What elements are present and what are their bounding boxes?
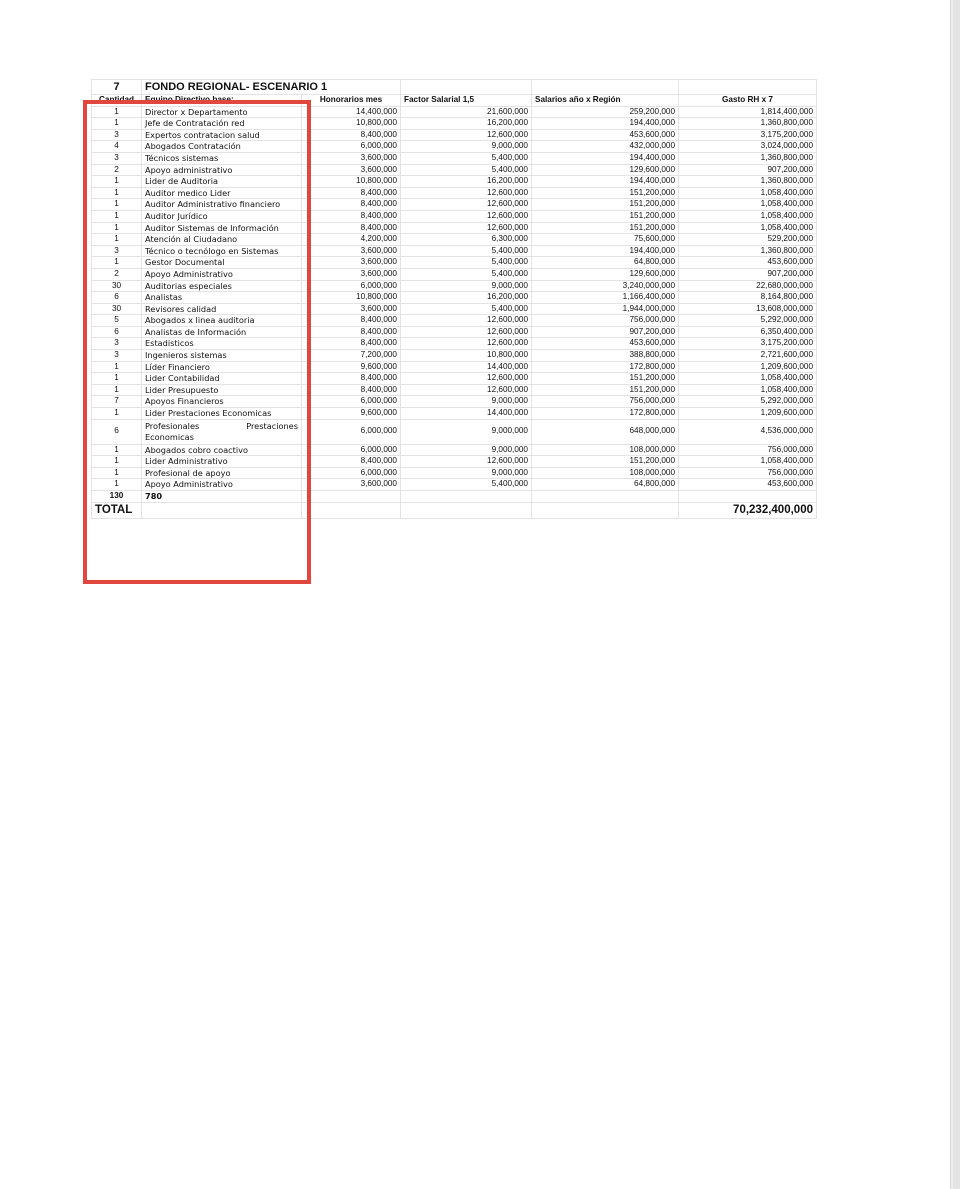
cell-salaries: 756,000,000 (532, 396, 679, 408)
cell-factor: 12,600,000 (401, 199, 532, 211)
cell-factor: 10,800,000 (401, 350, 532, 362)
cell-expense: 907,200,000 (679, 164, 817, 176)
table-row (92, 373, 817, 385)
cell-expense: 1,814,400,000 (679, 106, 817, 118)
header-expense: Gasto RH x 7 (679, 95, 817, 107)
cell-salaries: 151,200,000 (532, 210, 679, 222)
table-title-row (92, 80, 817, 95)
cell-salaries: 64,800,000 (532, 479, 679, 491)
total-label: TOTAL (92, 502, 142, 518)
cell-fees: 3,600,000 (302, 479, 401, 491)
sum-qty: 130 (92, 491, 142, 503)
cell-qty: 1 (92, 456, 142, 468)
cell-factor: 12,600,000 (401, 222, 532, 234)
cell-salaries: 1,166,400,000 (532, 292, 679, 304)
table-row (92, 164, 817, 176)
cell-salaries: 151,200,000 (532, 384, 679, 396)
cell-qty: 5 (92, 315, 142, 327)
cell-factor: 5,400,000 (401, 268, 532, 280)
cell-expense: 22,680,000,000 (679, 280, 817, 292)
cell-qty: 7 (92, 396, 142, 408)
table-row (92, 350, 817, 362)
cell-fees: 10,800,000 (302, 176, 401, 188)
cell-factor: 16,200,000 (401, 118, 532, 130)
cell-qty: 1 (92, 408, 142, 420)
cell-expense: 453,600,000 (679, 257, 817, 269)
table-row (92, 222, 817, 234)
cell-salaries: 259,200,000 (532, 106, 679, 118)
cell-name-part: Prestaciones (246, 420, 298, 431)
cell-qty: 1 (92, 384, 142, 396)
cell-expense: 1,360,800,000 (679, 245, 817, 257)
cell-factor: 14,400,000 (401, 361, 532, 373)
cell-salaries: 194,400,000 (532, 176, 679, 188)
cell-salaries: 388,800,000 (532, 350, 679, 362)
table-header-row (92, 95, 817, 107)
cell-expense: 5,292,000,000 (679, 396, 817, 408)
cell-name: Analistas (142, 292, 302, 304)
cell-salaries: 172,800,000 (532, 408, 679, 420)
cell-factor: 14,400,000 (401, 408, 532, 420)
cell-qty: 1 (92, 118, 142, 130)
cell-expense: 3,024,000,000 (679, 141, 817, 153)
cell-fees: 8,400,000 (302, 326, 401, 338)
cell-expense: 1,209,600,000 (679, 361, 817, 373)
cell-fees: 7,200,000 (302, 350, 401, 362)
cell-qty: 1 (92, 467, 142, 479)
cell-salaries: 151,200,000 (532, 373, 679, 385)
cell-name: Auditor Sistemas de Información (142, 222, 302, 234)
cell-name: Revisores calidad (142, 303, 302, 315)
cell-name: Abogados x linea auditoria (142, 315, 302, 327)
cell-factor: 12,600,000 (401, 187, 532, 199)
cell-expense: 1,058,400,000 (679, 199, 817, 211)
cell-qty: 1 (92, 210, 142, 222)
cell-salaries: 151,200,000 (532, 187, 679, 199)
cell-qty: 1 (92, 222, 142, 234)
cell-expense: 13,608,000,000 (679, 303, 817, 315)
cell-fees: 8,400,000 (302, 373, 401, 385)
table-row (92, 257, 817, 269)
cell-expense: 5,292,000,000 (679, 315, 817, 327)
table-row (92, 456, 817, 468)
cell-name: Profesional de apoyo (142, 467, 302, 479)
cell-qty: 1 (92, 373, 142, 385)
table-row (92, 210, 817, 222)
cell-fees: 8,400,000 (302, 384, 401, 396)
cell-factor: 16,200,000 (401, 176, 532, 188)
cell-factor: 5,400,000 (401, 303, 532, 315)
table-row (92, 467, 817, 479)
cell-expense: 6,350,400,000 (679, 326, 817, 338)
cell-expense: 1,058,400,000 (679, 456, 817, 468)
cell-factor: 12,600,000 (401, 315, 532, 327)
cell-qty: 4 (92, 141, 142, 153)
cell-expense: 2,721,600,000 (679, 350, 817, 362)
cell-fees: 8,400,000 (302, 210, 401, 222)
cell-expense: 756,000,000 (679, 444, 817, 456)
cell-factor: 6,300,000 (401, 234, 532, 246)
cell-expense: 453,600,000 (679, 479, 817, 491)
total-value: 70,232,400,000 (679, 502, 817, 518)
cell-name: Líder Financiero (142, 361, 302, 373)
cell-name: Director x Departamento (142, 106, 302, 118)
cell-fees: 8,400,000 (302, 338, 401, 350)
cell-expense: 1,209,600,000 (679, 408, 817, 420)
cell-name: Auditor Jurídico (142, 210, 302, 222)
cell-factor: 9,000,000 (401, 444, 532, 456)
cell-qty: 3 (92, 338, 142, 350)
table-row (92, 199, 817, 211)
cell-factor: 21,600,000 (401, 106, 532, 118)
table-row (92, 234, 817, 246)
cell-name: Apoyo administrativo (142, 164, 302, 176)
cell-fees: 6,000,000 (302, 467, 401, 479)
table-row (92, 419, 817, 444)
cell-factor: 5,400,000 (401, 164, 532, 176)
cell-name: Apoyo Administrativo (142, 479, 302, 491)
cell-fees: 6,000,000 (302, 141, 401, 153)
cell-fees: 6,000,000 (302, 396, 401, 408)
page-edge (953, 0, 960, 1189)
cell-fees: 8,400,000 (302, 199, 401, 211)
cell-qty: 1 (92, 199, 142, 211)
table-row (92, 152, 817, 164)
cell-name: Lider Presupuesto (142, 384, 302, 396)
cell-factor: 12,600,000 (401, 129, 532, 141)
header-name: Equipo Directivo base: (142, 95, 302, 107)
cell-qty: 3 (92, 245, 142, 257)
cell-factor: 5,400,000 (401, 245, 532, 257)
table-title: FONDO REGIONAL- ESCENARIO 1 (142, 80, 401, 95)
cell-name: Estadisticos (142, 338, 302, 350)
cell-factor: 9,000,000 (401, 419, 532, 444)
cell-fees: 3,600,000 (302, 257, 401, 269)
cell-salaries: 129,600,000 (532, 268, 679, 280)
cell-name (142, 419, 302, 444)
cell-qty: 1 (92, 187, 142, 199)
cell-fees: 10,800,000 (302, 292, 401, 304)
cell-salaries: 432,000,000 (532, 141, 679, 153)
cell-salaries: 151,200,000 (532, 222, 679, 234)
section-number: 7 (92, 80, 142, 95)
cell-factor: 12,600,000 (401, 326, 532, 338)
cell-salaries: 648,000,000 (532, 419, 679, 444)
cell-salaries: 108,000,000 (532, 444, 679, 456)
table-row (92, 396, 817, 408)
cell-factor: 9,000,000 (401, 467, 532, 479)
cell-qty: 1 (92, 479, 142, 491)
cell-qty: 30 (92, 280, 142, 292)
cell-fees: 9,600,000 (302, 361, 401, 373)
cell-name: Lider Administrativo (142, 456, 302, 468)
cell-factor: 5,400,000 (401, 152, 532, 164)
cell-qty: 6 (92, 419, 142, 444)
table-row (92, 106, 817, 118)
cell-qty: 1 (92, 176, 142, 188)
cell-salaries: 453,600,000 (532, 129, 679, 141)
cell-expense: 3,175,200,000 (679, 129, 817, 141)
cell-name: Analistas de Información (142, 326, 302, 338)
budget-table (91, 79, 817, 519)
cell-expense: 1,360,800,000 (679, 176, 817, 188)
cell-name: Jefe de Contratación red (142, 118, 302, 130)
cell-fees: 9,600,000 (302, 408, 401, 420)
cell-fees: 10,800,000 (302, 118, 401, 130)
cell-qty: 1 (92, 361, 142, 373)
cell-expense: 1,058,400,000 (679, 384, 817, 396)
cell-qty: 1 (92, 257, 142, 269)
cell-factor: 9,000,000 (401, 141, 532, 153)
cell-qty: 3 (92, 152, 142, 164)
cell-factor: 12,600,000 (401, 210, 532, 222)
cell-name: Apoyo Administrativo (142, 268, 302, 280)
cell-salaries: 194,400,000 (532, 152, 679, 164)
table-row (92, 268, 817, 280)
cell-fees: 14,400,000 (302, 106, 401, 118)
table-row (92, 479, 817, 491)
cell-fees: 3,600,000 (302, 245, 401, 257)
cell-qty: 1 (92, 106, 142, 118)
cell-salaries: 75,600,000 (532, 234, 679, 246)
cell-fees: 3,600,000 (302, 152, 401, 164)
table-row (92, 280, 817, 292)
cell-name: Lider Contabilidad (142, 373, 302, 385)
cell-name-part: Economicas (145, 431, 194, 442)
cell-factor: 12,600,000 (401, 338, 532, 350)
cell-salaries: 453,600,000 (532, 338, 679, 350)
cell-fees: 6,000,000 (302, 280, 401, 292)
cell-factor: 9,000,000 (401, 396, 532, 408)
cell-fees: 6,000,000 (302, 444, 401, 456)
header-fees: Honorarios mes (302, 95, 401, 107)
cell-name-part: Profesionales (145, 420, 200, 431)
cell-fees: 4,200,000 (302, 234, 401, 246)
table-row (92, 176, 817, 188)
cell-expense: 1,058,400,000 (679, 373, 817, 385)
cell-qty: 1 (92, 234, 142, 246)
table-row (92, 187, 817, 199)
cell-fees: 6,000,000 (302, 419, 401, 444)
cell-name: Ingenieros sistemas (142, 350, 302, 362)
cell-fees: 3,600,000 (302, 164, 401, 176)
cell-salaries: 108,000,000 (532, 467, 679, 479)
cell-qty: 30 (92, 303, 142, 315)
cell-name: Gestor Documental (142, 257, 302, 269)
cell-expense: 1,360,800,000 (679, 152, 817, 164)
cell-name: Auditor Administrativo financiero (142, 199, 302, 211)
cell-qty: 6 (92, 326, 142, 338)
cell-salaries: 3,240,000,000 (532, 280, 679, 292)
cell-name: Abogados cobro coactivo (142, 444, 302, 456)
cell-expense: 529,200,000 (679, 234, 817, 246)
cell-factor: 5,400,000 (401, 257, 532, 269)
cell-qty: 2 (92, 268, 142, 280)
table-row (92, 384, 817, 396)
table-row (92, 326, 817, 338)
sum-row (92, 491, 817, 503)
cell-fees: 8,400,000 (302, 315, 401, 327)
table-row (92, 315, 817, 327)
cell-factor: 5,400,000 (401, 479, 532, 491)
cell-expense: 1,058,400,000 (679, 187, 817, 199)
header-salaries: Salarios año x Región (532, 95, 679, 107)
table-row (92, 361, 817, 373)
cell-expense: 756,000,000 (679, 467, 817, 479)
cell-qty: 1 (92, 444, 142, 456)
cell-expense: 907,200,000 (679, 268, 817, 280)
cell-salaries: 172,800,000 (532, 361, 679, 373)
cell-expense: 1,360,800,000 (679, 118, 817, 130)
cell-name: Lider de Auditoria (142, 176, 302, 188)
table-row (92, 118, 817, 130)
cell-fees: 8,400,000 (302, 222, 401, 234)
cell-name: Lider Prestaciones Economicas (142, 408, 302, 420)
cell-salaries: 194,400,000 (532, 245, 679, 257)
total-row (92, 502, 817, 518)
cell-name: Técnico o tecnólogo en Sistemas (142, 245, 302, 257)
cell-qty: 6 (92, 292, 142, 304)
cell-qty: 2 (92, 164, 142, 176)
cell-salaries: 151,200,000 (532, 456, 679, 468)
cell-qty: 3 (92, 129, 142, 141)
cell-fees: 8,400,000 (302, 129, 401, 141)
cell-salaries: 756,000,000 (532, 315, 679, 327)
cell-name: Expertos contratacion salud (142, 129, 302, 141)
cell-name: Técnicos sistemas (142, 152, 302, 164)
cell-fees: 8,400,000 (302, 456, 401, 468)
cell-name: Apoyos Financieros (142, 396, 302, 408)
cell-salaries: 129,600,000 (532, 164, 679, 176)
cell-name: Abogados Contratación (142, 141, 302, 153)
cell-name: Atención al Ciudadano (142, 234, 302, 246)
cell-name: Auditorias especiales (142, 280, 302, 292)
table-row (92, 303, 817, 315)
cell-fees: 8,400,000 (302, 187, 401, 199)
table-row (92, 129, 817, 141)
cell-salaries: 194,400,000 (532, 118, 679, 130)
cell-expense: 1,058,400,000 (679, 210, 817, 222)
cell-fees: 3,600,000 (302, 303, 401, 315)
cell-salaries: 64,800,000 (532, 257, 679, 269)
cell-expense: 3,175,200,000 (679, 338, 817, 350)
cell-expense: 1,058,400,000 (679, 222, 817, 234)
cell-salaries: 151,200,000 (532, 199, 679, 211)
table-row (92, 444, 817, 456)
table-row (92, 141, 817, 153)
header-qty: Cantidad (92, 95, 142, 107)
cell-factor: 9,000,000 (401, 280, 532, 292)
cell-fees: 3,600,000 (302, 268, 401, 280)
cell-salaries: 907,200,000 (532, 326, 679, 338)
sum-people: 780 (142, 491, 302, 503)
cell-expense: 8,164,800,000 (679, 292, 817, 304)
header-factor: Factor Salarial 1,5 (401, 95, 532, 107)
cell-factor: 12,600,000 (401, 373, 532, 385)
cell-salaries: 1,944,000,000 (532, 303, 679, 315)
cell-factor: 12,600,000 (401, 456, 532, 468)
cell-factor: 12,600,000 (401, 384, 532, 396)
table-row (92, 408, 817, 420)
table-row (92, 245, 817, 257)
cell-name: Auditor medico Lider (142, 187, 302, 199)
table-row (92, 292, 817, 304)
table-row (92, 338, 817, 350)
cell-factor: 16,200,000 (401, 292, 532, 304)
cell-qty: 3 (92, 350, 142, 362)
cell-expense: 4,536,000,000 (679, 419, 817, 444)
